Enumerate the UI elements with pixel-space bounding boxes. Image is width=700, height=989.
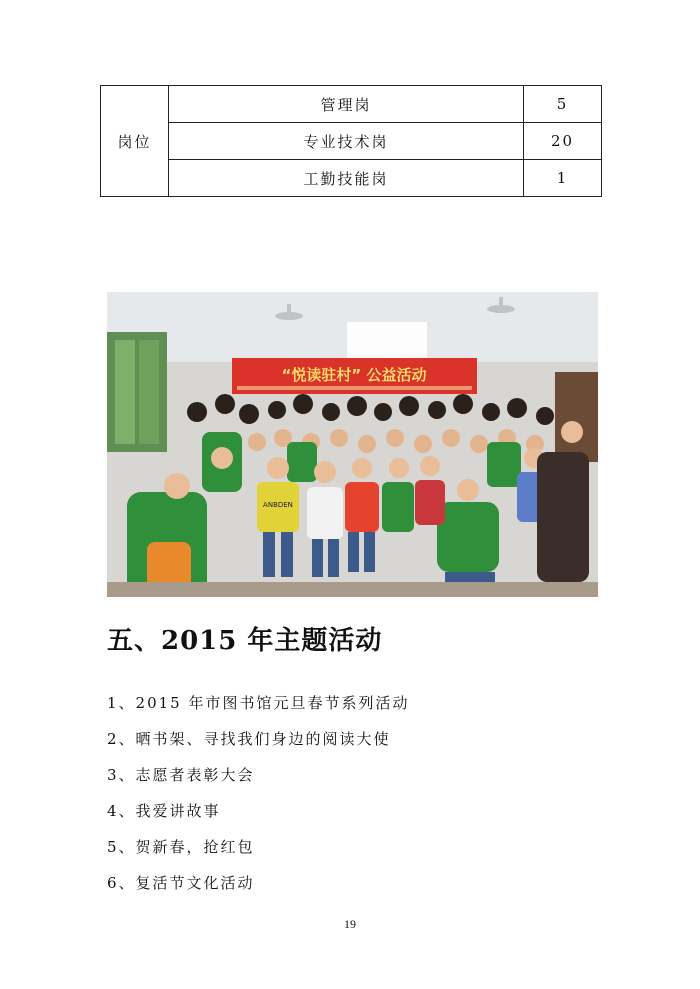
position-count: 20 (524, 123, 602, 160)
list-item: 5、贺新春，抢红包 (107, 838, 255, 856)
section-heading: 五、2015 年主题活动 (107, 626, 383, 656)
page-number: 19 (344, 917, 356, 931)
position-name: 工勤技能岗 (169, 160, 524, 197)
list-item: 3、志愿者表彰大会 (107, 766, 255, 784)
position-name: 管理岗 (169, 86, 524, 123)
position-table (100, 85, 602, 197)
position-group-label: 岗位 (101, 86, 169, 197)
table-row (101, 86, 602, 123)
table-row (101, 160, 602, 197)
activity-list (107, 691, 410, 907)
list-item: 6、复活节文化活动 (107, 874, 255, 892)
list-item: 2、晒书架、寻找我们身边的阅读大使 (107, 730, 391, 748)
banner-text: “悦读驻村” 公益活动 (281, 366, 427, 384)
position-name: 专业技术岗 (169, 123, 524, 160)
list-item: 4、我爱讲故事 (107, 802, 221, 820)
position-count: 1 (524, 160, 602, 197)
event-group-photo (107, 292, 598, 597)
tshirt-text: ANBDEN (263, 501, 293, 509)
position-count: 5 (524, 86, 602, 123)
list-item: 1、2015 年市图书馆元旦春节系列活动 (107, 694, 410, 712)
table-row (101, 123, 602, 160)
